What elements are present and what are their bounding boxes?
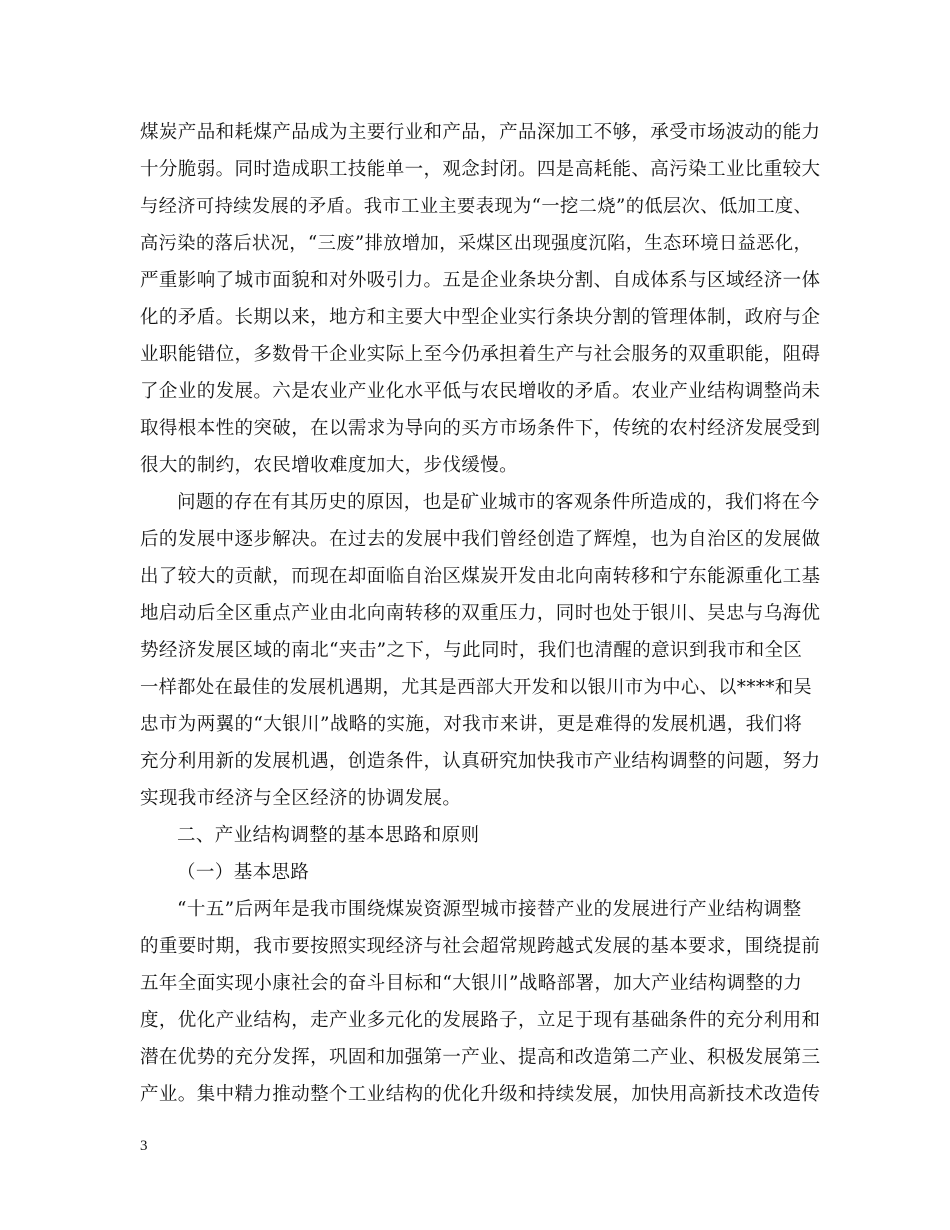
text-line: 五年全面实现小康社会的奋斗目标和“大银川”战略部署，加大产业结构调整的力: [140, 973, 803, 994]
text-line: “十五”后两年是我市围绕煤炭资源型城市接替产业的发展进行产业结构调整: [177, 899, 802, 920]
text-line: 高污染的落后状况，“三废”排放增加，采煤区出现强度沉陷，生态环境日益恶化，: [140, 233, 813, 254]
text-line: 煤炭产品和耗煤产品成为主要行业和产品，产品深加工不够，承受市场波动的能力: [140, 122, 821, 143]
page-number: 3: [140, 1138, 148, 1154]
text-line: 十分脆弱。同时造成职工技能单一，观念封闭。四是高耗能、高污染工业比重较大: [140, 159, 821, 180]
text-line: 严重影响了城市面貌和对外吸引力。五是企业条块分割、自成体系与区域经济一体: [140, 270, 821, 291]
text-line: 实现我市经济与全区经济的协调发展。: [140, 788, 462, 809]
text-line: 很大的制约，农民增收难度加大，步伐缓慢。: [140, 455, 519, 476]
text-line: 度，优化产业结构，走产业多元化的发展路子，立足于现有基础条件的充分利用和: [140, 1010, 821, 1031]
text-line: 地启动后全区重点产业由北向南转移的双重压力，同时也处于银川、吴忠与乌海优: [140, 603, 821, 624]
text-line: 产业。集中精力推动整个工业结构的优化升级和持续发展，加快用高新技术改造传: [140, 1084, 821, 1105]
text-line: 与经济可持续发展的矛盾。我市工业主要表现为“一挖二烧”的低层次、低加工度、: [140, 196, 813, 217]
text-line: 的重要时期，我市要按照实现经济与社会超常规跨越式发展的基本要求，围绕提前: [140, 936, 821, 957]
text-line: 化的矛盾。长期以来，地方和主要大中型企业实行条块分割的管理体制，政府与企: [140, 307, 821, 328]
text-line: 一样都处在最佳的发展机遇期，尤其是西部大开发和以银川市为中心、以****和吴: [140, 677, 813, 698]
text-line: 潜在优势的充分发挥，巩固和加强第一产业、提高和改造第二产业、积极发展第三: [140, 1047, 821, 1068]
text-line: 二、产业结构调整的基本思路和原则: [177, 825, 480, 846]
text-line: 业职能错位，多数骨干企业实际上至今仍承担着生产与社会服务的双重职能，阻碍: [140, 344, 821, 365]
text-line: 取得根本性的突破，在以需求为导向的买方市场条件下，传统的农村经济发展受到: [140, 418, 821, 439]
text-line: 充分利用新的发展机遇，创造条件，认真研究加快我市产业结构调整的问题，努力: [140, 751, 821, 772]
text-line: 了企业的发展。六是农业产业化水平低与农民增收的矛盾。农业产业结构调整尚未: [140, 381, 821, 402]
text-line: 后的发展中逐步解决。在过去的发展中我们曾经创造了辉煌，也为自治区的发展做: [140, 529, 821, 550]
text-line: 出了较大的贡献，而现在却面临自治区煤炭开发由北向南转移和宁东能源重化工基: [140, 566, 821, 587]
text-line: （一）基本思路: [177, 862, 310, 883]
text-line: 问题的存在有其历史的原因，也是矿业城市的客观条件所造成的，我们将在今: [177, 492, 820, 513]
text-line: 忠市为两翼的“大银川”战略的实施，对我市来讲，更是难得的发展机遇，我们将: [140, 714, 803, 735]
text-line: 势经济发展区域的南北“夹击”之下，与此同时，我们也清醒的意识到我市和全区: [140, 640, 803, 661]
body-text: [140, 114, 820, 1113]
